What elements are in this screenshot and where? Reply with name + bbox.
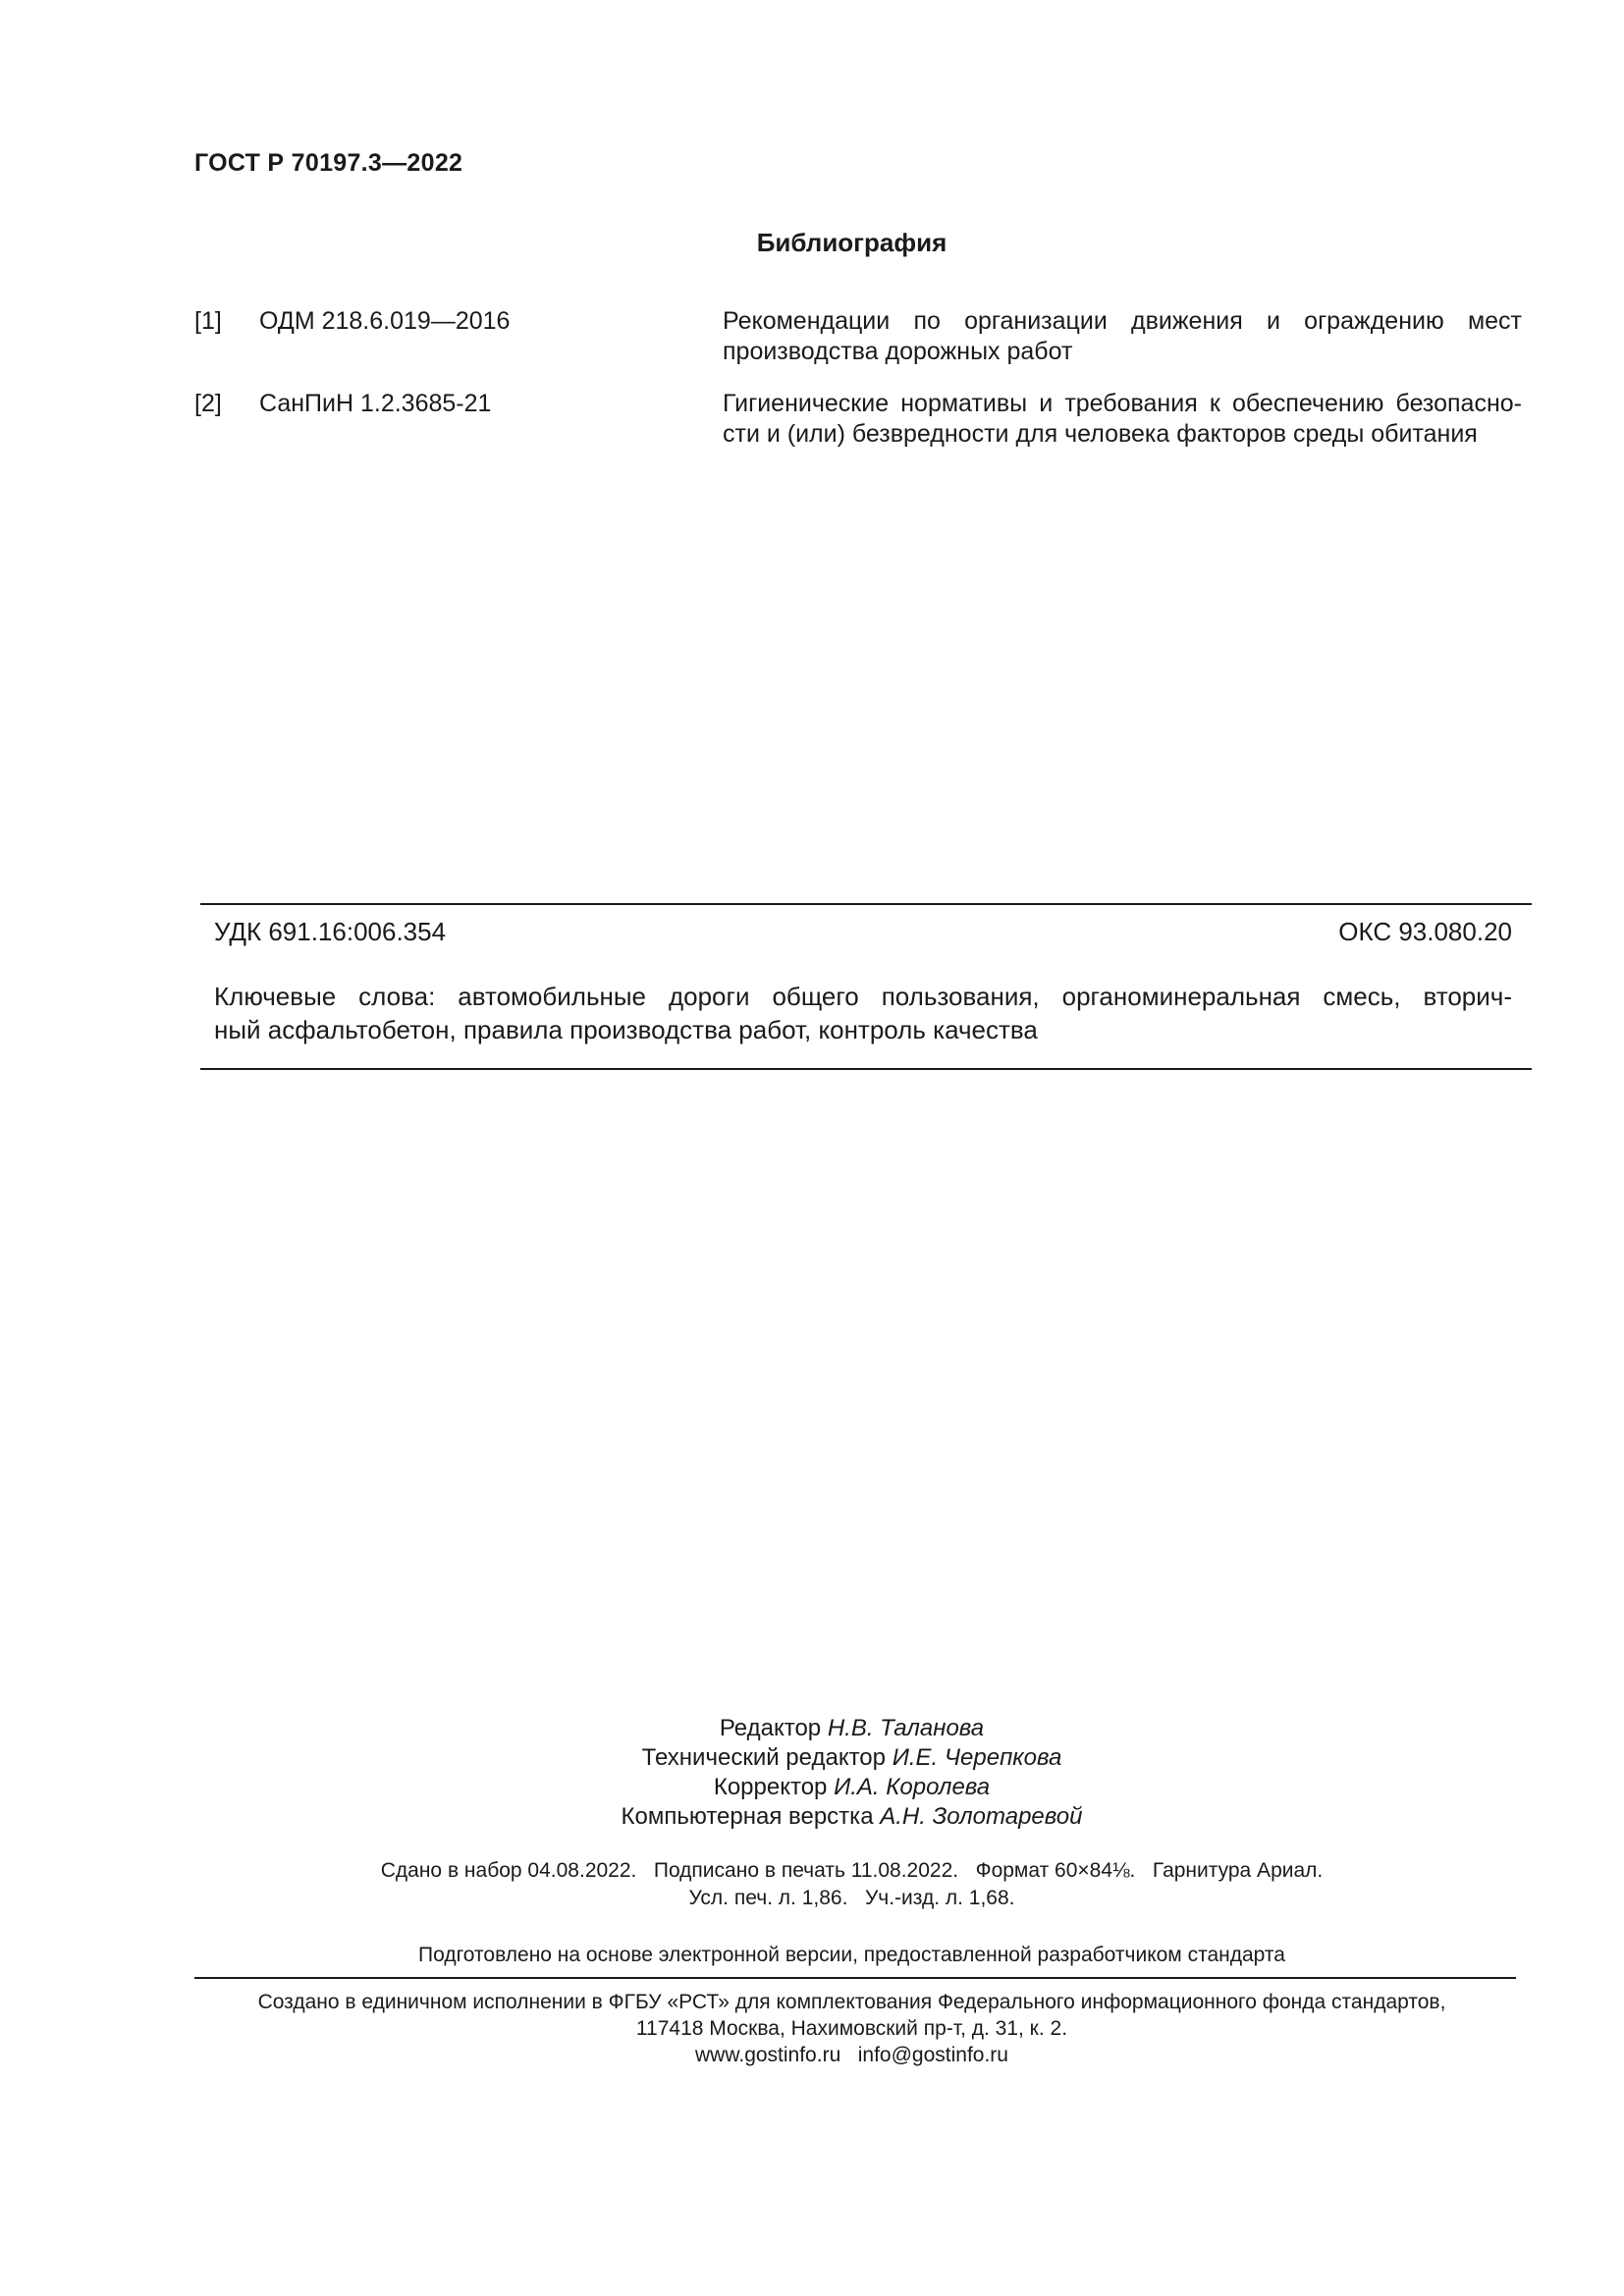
entry-number: [1] [194,307,222,335]
publication-info-line: Сдано в набор 04.08.2022. Подписано в печать 11.08.2022. Формат 60×84⅛. Гарнитура Ариал. [380,1859,1324,1882]
entry-description-line: сти и (или) безвредности для человека факторов среды обитания [723,420,1478,448]
credit-proofreader [0,1773,1624,1802]
keywords [214,980,1512,1046]
credit-name: И.А. Королева [834,1774,991,1800]
bibliography-entry [194,306,1522,369]
credit-name: Н.В. Таланова [827,1715,985,1741]
entry-description [723,389,1522,450]
footer-line: Создано в единичном исполнении в ФГБУ «РСТ» для комплектования Федерального информационного фонда стандартов, [257,1991,1446,2013]
entry-code: ОДМ 218.6.019—2016 [259,307,511,335]
credit-label: Редактор [719,1715,822,1741]
oks-code: ОКС 93.080.20 [1338,917,1512,946]
credit-label: Компьютерная верстка [621,1803,874,1830]
bibliography-title: Библиография [756,228,947,257]
entry-number: [2] [194,390,222,417]
udk-code: УДК 691.16:006.354 [214,917,447,946]
keywords-line: ный асфальтобетон, правила производства работ, контроль качества [214,1015,1038,1044]
credit-layout [0,1802,1624,1832]
entry-description [723,306,1522,367]
classification-bottom-rule [200,1068,1532,1070]
entry-description-line: Рекомендации по организации движения и ограждению мест [723,307,1522,335]
entry-description-line: производства дорожных работ [723,338,1073,365]
credit-tech-editor [0,1743,1624,1773]
footer-rule [194,1977,1516,1979]
footer-contacts: www.gostinfo.ru info@gostinfo.ru [695,2044,1008,2066]
keywords-line: Ключевые слова: автомобильные дороги общего пользования, органоминеральная смесь, вторич- [214,982,1512,1011]
credit-editor [0,1714,1624,1743]
standard-number: ГОСТ Р 70197.3—2022 [194,149,463,177]
entry-description-line: Гигиенические нормативы и требования к обеспечению безопасно- [723,390,1522,417]
credits-block [0,1714,1624,1832]
credit-name: А.Н. Золотаревой [880,1803,1083,1830]
classification-top-rule [200,903,1532,905]
footer-line: 117418 Москва, Нахимовский пр-т, д. 31, к. 2. [635,2017,1068,2040]
prepared-note: Подготовлено на основе электронной версии, предоставленной разработчиком стандарта [418,1944,1285,1966]
credit-label: Корректор [713,1774,828,1800]
publication-info-line: Усл. печ. л. 1,86. Уч.-изд. л. 1,68. [688,1887,1015,1909]
credit-name: И.Е. Черепкова [892,1744,1062,1771]
bibliography-entry [194,389,1522,452]
credit-label: Технический редактор [641,1744,887,1771]
entry-code: СанПиН 1.2.3685-21 [259,390,492,417]
